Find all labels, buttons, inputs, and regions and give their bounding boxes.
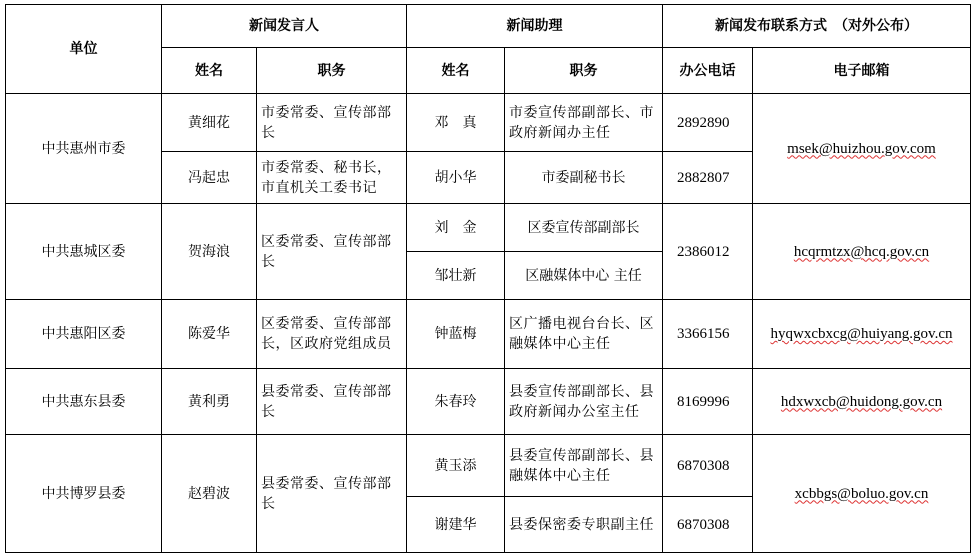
- press-contact-table: [5, 4, 971, 553]
- assistant-title: 县委保密委专职副主任: [505, 497, 663, 553]
- office-phone: 2386012: [663, 204, 753, 300]
- email-address: hdxwxcb@huidong.gov.cn: [780, 393, 943, 410]
- office-phone: 8169996: [663, 369, 753, 435]
- table-row: [6, 94, 971, 152]
- assistant-title: 县委宣传部副部长、县融媒体中心主任: [505, 435, 663, 497]
- email-cell: [753, 369, 971, 435]
- header-row-groups: [6, 5, 971, 48]
- header-assistant-group: 新闻助理: [407, 5, 663, 48]
- assistant-name: 邹壮新: [407, 252, 505, 300]
- spokesperson-title: 县委常委、宣传部部长: [257, 435, 407, 553]
- unit-cell: 中共惠阳区委: [6, 300, 162, 369]
- assistant-title: 区融媒体中心 主任: [505, 252, 663, 300]
- spokesperson-name: 黄利勇: [162, 369, 257, 435]
- email-cell: [753, 204, 971, 300]
- header-unit: 单位: [6, 5, 162, 94]
- email-cell: [753, 94, 971, 204]
- table-row: [6, 369, 971, 435]
- assistant-name: 朱春玲: [407, 369, 505, 435]
- assistant-name: 邓 真: [407, 94, 505, 152]
- header-email: 电子邮箱: [753, 48, 971, 94]
- assistant-name: 胡小华: [407, 152, 505, 204]
- spokesperson-title: 区委常委、宣传部部长: [257, 204, 407, 300]
- unit-cell: 中共博罗县委: [6, 435, 162, 553]
- unit-cell: 中共惠东县委: [6, 369, 162, 435]
- office-phone: 3366156: [663, 300, 753, 369]
- assistant-title: 区广播电视台台长、区融媒体中心主任: [505, 300, 663, 369]
- spokesperson-title: 市委常委、宣传部部长: [257, 94, 407, 152]
- assistant-name: 钟蓝梅: [407, 300, 505, 369]
- header-contact-group: 新闻发布联系方式 （对外公布）: [663, 5, 971, 48]
- spokesperson-title: 县委常委、宣传部部长: [257, 369, 407, 435]
- header-spokesperson-group: 新闻发言人: [162, 5, 407, 48]
- table-row: [6, 204, 971, 252]
- header-as-title: 职务: [505, 48, 663, 94]
- email-address: msek@huizhou.gov.com: [787, 140, 936, 157]
- assistant-name: 谢建华: [407, 497, 505, 553]
- spokesperson-name: 陈爱华: [162, 300, 257, 369]
- email-cell: [753, 435, 971, 553]
- table-row: [6, 435, 971, 497]
- table-row: [6, 300, 971, 369]
- assistant-title: 市委宣传部副部长、市政府新闻办主任: [505, 94, 663, 152]
- assistant-title: 区委宣传部副部长: [505, 204, 663, 252]
- email-address: hcqrmtzx@hcq.gov.cn: [793, 243, 930, 260]
- assistant-title: 市委副秘书长: [505, 152, 663, 204]
- spokesperson-title: 区委常委、宣传部部长，区政府党组成员: [257, 300, 407, 369]
- unit-cell: 中共惠州市委: [6, 94, 162, 204]
- header-sp-title: 职务: [257, 48, 407, 94]
- spokesperson-title: 市委常委、秘书长，市直机关工委书记: [257, 152, 407, 204]
- header-phone: 办公电话: [663, 48, 753, 94]
- office-phone: 2882807: [663, 152, 753, 204]
- assistant-title: 县委宣传部副部长、县政府新闻办公室主任: [505, 369, 663, 435]
- header-sp-name: 姓名: [162, 48, 257, 94]
- header-as-name: 姓名: [407, 48, 505, 94]
- email-address: xcbbgs@boluo.gov.cn: [794, 485, 929, 502]
- email-cell: [753, 300, 971, 369]
- email-address: hyqwxcbxcg@huiyang.gov.cn: [770, 326, 953, 342]
- spokesperson-name: 赵碧波: [162, 435, 257, 553]
- unit-cell: 中共惠城区委: [6, 204, 162, 300]
- assistant-name: 黄玉添: [407, 435, 505, 497]
- office-phone: 2892890: [663, 94, 753, 152]
- office-phone: 6870308: [663, 435, 753, 497]
- spokesperson-name: 贺海浪: [162, 204, 257, 300]
- office-phone: 6870308: [663, 497, 753, 553]
- spokesperson-name: 黄细花: [162, 94, 257, 152]
- spokesperson-name: 冯起忠: [162, 152, 257, 204]
- assistant-name: 刘 金: [407, 204, 505, 252]
